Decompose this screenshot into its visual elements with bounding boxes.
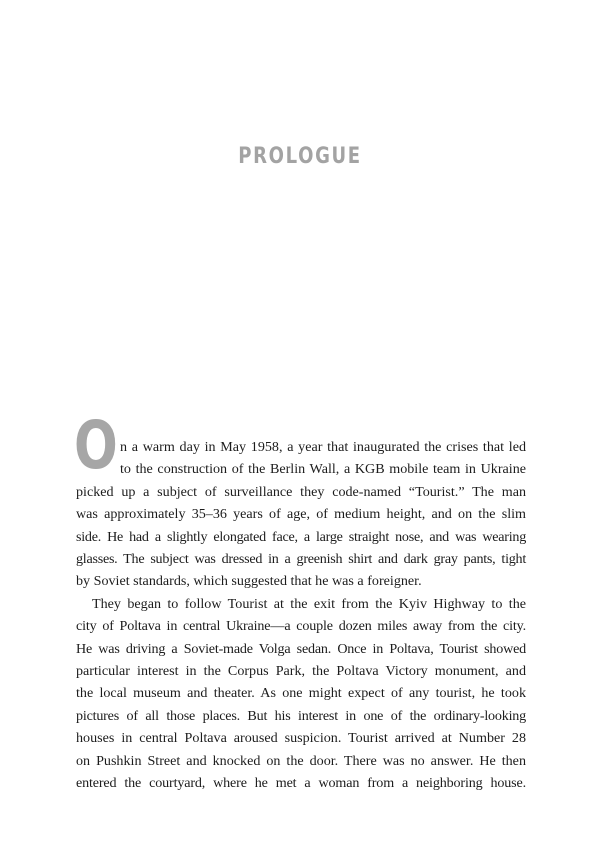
text-line: n a warm day in May 1958, a year that inaugurated the crises that led [120, 439, 526, 455]
text-line: the local museum and theater. As one might expect of any tourist, he took [76, 685, 526, 702]
text-line: pictures of all those places. But his interest in one of the ordinary-looking [76, 707, 526, 724]
paragraph-1 [74, 407, 526, 593]
text-line: city of Poltava in central Ukraine—a couple dozen miles away from the city. [76, 618, 526, 635]
paragraph-2 [76, 593, 526, 795]
text-line: entered the courtyard, where he met a woman from a neighboring house. [76, 775, 526, 792]
text-line: picked up a subject of surveillance they code-named “Tourist.” The man [76, 483, 526, 500]
text-line: They began to follow Tourist at the exit from the Kyiv Highway to the [92, 595, 526, 612]
text-line: to the construction of the Berlin Wall, a KGB mobile team in Ukraine [120, 461, 526, 478]
text-line: on Pushkin Street and knocked on the door. There was no answer. He then [76, 752, 526, 769]
text-line: by Soviet standards, which suggested that he was a foreigner. [76, 573, 422, 590]
body-text [74, 407, 526, 795]
text-line: side. He had a slightly elongated face, a large straight nose, and was wearing [76, 528, 526, 545]
text-line: was approximately 35–36 years of age, of medium height, and on the slim [76, 506, 526, 523]
text-line: particular interest in the Corpus Park, the Poltava Victory monument, and [76, 663, 526, 680]
drop-cap: O [74, 407, 118, 484]
text-line: He was driving a Soviet-made Volga sedan. Once in Poltava, Tourist showed [76, 640, 526, 657]
text-line: houses in central Poltava aroused suspicion. Tourist arrived at Number 28 [76, 730, 526, 747]
chapter-title: PROLOGUE [238, 144, 362, 169]
text-line: glasses. The subject was dressed in a greenish shirt and dark gray pants, tight [76, 551, 526, 568]
